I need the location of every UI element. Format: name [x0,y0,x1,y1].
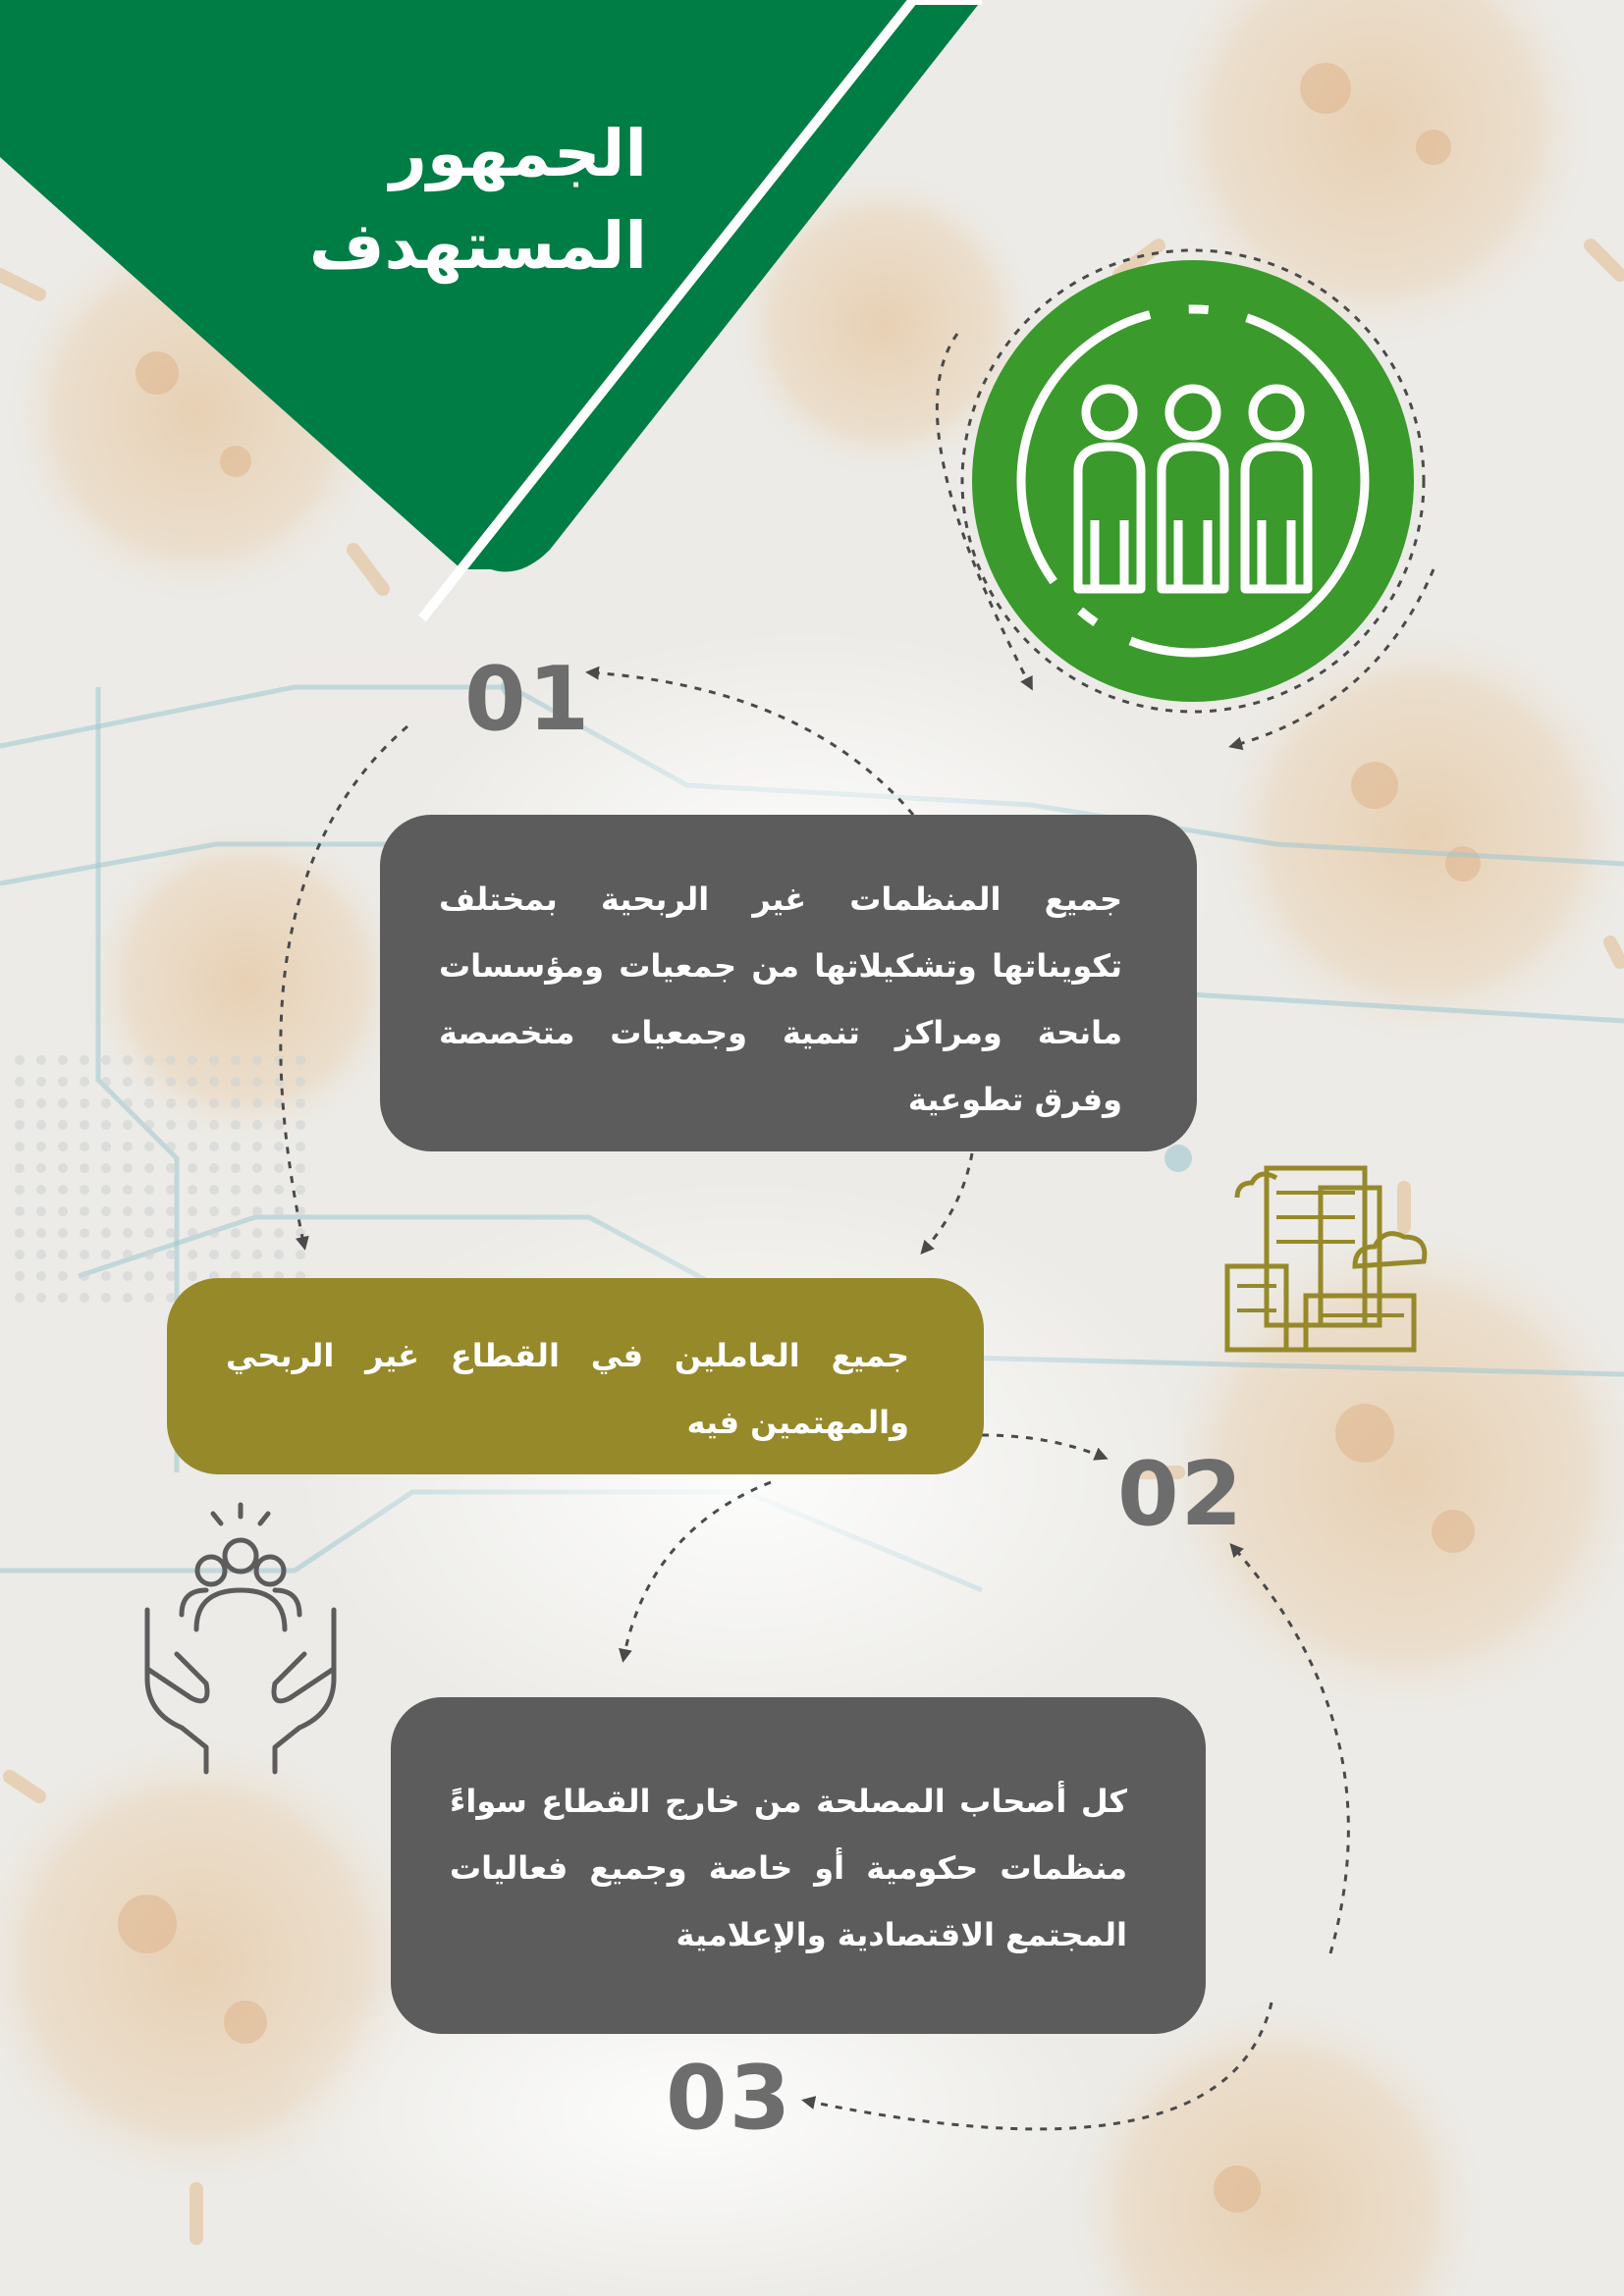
step-box-3 [391,1697,1206,2034]
step-box-2 [167,1278,984,1474]
page-title-line-1: الجمهور [389,116,647,191]
buildings-icon [1227,1168,1425,1350]
hands-holding-people-icon [147,1505,334,1772]
people-group-icon [962,250,1424,712]
step-box-1 [380,815,1197,1151]
step-number-3: 03 [666,2047,793,2150]
header-banner [0,0,982,572]
step-text-2: جميع العاملين في القطاع غير الربحي والمهتمين فيه [226,1337,909,1441]
step-text-1: جميع المنظمات غير الربحية بمختلف تكويناتها وتشكيلاتها من جمعيات ومؤسسات مانحة ومراكز تنمية وجمعيات متخصصة وفرق تطوعية [439,881,1122,1118]
step-number-2: 02 [1117,1443,1245,1546]
step-number-1: 01 [464,648,592,751]
page-title-line-2: المستهدف [308,208,647,284]
step-text-3: كل أصحاب المصلحة من خارج القطاع سواءً منظمات حكومية أو خاصة وجميع فعاليات المجتمع الاقتصادية والإعلامية [450,1783,1127,1953]
